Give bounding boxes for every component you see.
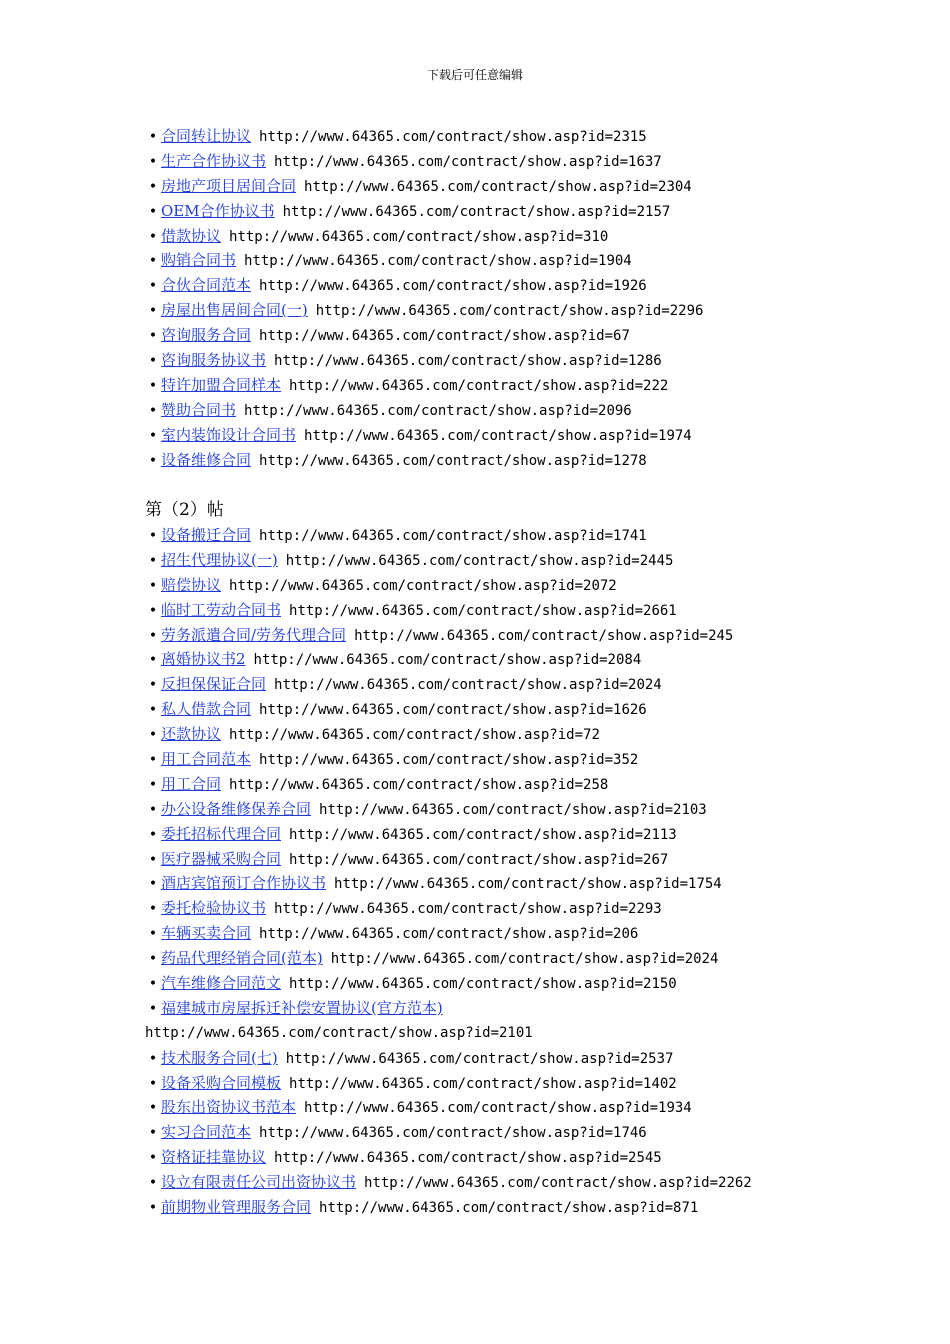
list-item — [145, 1195, 825, 1220]
bullet: • — [148, 702, 158, 719]
contract-link[interactable]: 股东出资协议书范本 — [161, 1098, 297, 1117]
list-item — [145, 149, 825, 174]
bullet: • — [148, 727, 158, 744]
bullet: • — [148, 602, 158, 619]
contract-link[interactable]: 前期物业管理服务合同 — [161, 1198, 312, 1217]
bullet: • — [148, 178, 158, 195]
list-item — [145, 174, 825, 199]
contract-link[interactable]: 咨询服务协议书 — [161, 351, 267, 370]
bullet: • — [148, 153, 158, 170]
bullet: • — [148, 253, 158, 270]
bullet: • — [148, 752, 158, 769]
list-item — [145, 1120, 825, 1145]
contract-url: http://www.64365.com/contract/show.asp?id=2096 — [244, 402, 632, 419]
contract-url: http://www.64365.com/contract/show.asp?id=245 — [354, 627, 734, 644]
contract-link[interactable]: 技术服务合同(七) — [161, 1048, 278, 1067]
bullet: • — [148, 627, 158, 644]
contract-url: http://www.64365.com/contract/show.asp?id=267 — [289, 851, 669, 868]
list-item — [145, 298, 825, 323]
section-title: 第（2）帖 — [145, 500, 224, 520]
list-item — [145, 598, 825, 623]
contract-link[interactable]: 资格证挂靠协议 — [161, 1148, 267, 1167]
contract-url: http://www.64365.com/contract/show.asp?id=1746 — [259, 1125, 647, 1142]
page-header: 下载后可任意编辑 — [426, 68, 523, 82]
contract-link[interactable]: 汽车维修合同范文 — [161, 974, 282, 993]
bullet: • — [148, 303, 158, 320]
contract-url: http://www.64365.com/contract/show.asp?id=1754 — [334, 876, 722, 893]
list-item — [145, 921, 825, 946]
contract-url: http://www.64365.com/contract/show.asp?id=72 — [229, 727, 600, 744]
list-item — [145, 747, 825, 772]
list-item — [145, 248, 825, 273]
contract-url: http://www.64365.com/contract/show.asp?id=2293 — [274, 901, 662, 918]
list-item — [145, 672, 825, 697]
contract-link[interactable]: 室内装饰设计合同书 — [161, 425, 297, 444]
contract-url: http://www.64365.com/contract/show.asp?id=1974 — [304, 427, 692, 444]
contract-list — [145, 1046, 825, 1220]
contract-url: http://www.64365.com/contract/show.asp?id=1626 — [259, 702, 647, 719]
contract-url: http://www.64365.com/contract/show.asp?id=67 — [259, 328, 630, 345]
contract-link[interactable]: 反担保保证合同 — [161, 675, 267, 694]
list-item — [145, 797, 825, 822]
contract-url: http://www.64365.com/contract/show.asp?id=258 — [229, 776, 609, 793]
contract-url: http://www.64365.com/contract/show.asp?id=2315 — [259, 129, 647, 145]
list-item — [145, 822, 825, 847]
list-item — [145, 548, 825, 573]
contract-url: http://www.64365.com/contract/show.asp?id=2113 — [289, 826, 677, 843]
bullet: • — [148, 951, 158, 968]
contract-link[interactable]: 房地产项目居间合同 — [161, 176, 297, 195]
contract-link[interactable]: 生产合作协议书 — [161, 151, 267, 170]
list-item — [145, 224, 825, 249]
contract-link[interactable]: 临时工劳动合同书 — [161, 600, 282, 619]
contract-link[interactable]: 设备采购合同模板 — [161, 1073, 282, 1092]
contract-url: http://www.64365.com/contract/show.asp?id=871 — [319, 1200, 699, 1217]
bullet: • — [148, 652, 158, 669]
contract-url: http://www.64365.com/contract/show.asp?id=310 — [229, 228, 609, 245]
contract-link[interactable]: 赔偿协议 — [161, 575, 222, 594]
list-item — [145, 971, 825, 996]
list-item — [145, 273, 825, 298]
contract-url: http://www.64365.com/contract/show.asp?id=1926 — [259, 278, 647, 295]
contract-list-section-1 — [145, 124, 825, 472]
contract-link[interactable]: 招生代理协议(一) — [161, 550, 278, 569]
list-item — [145, 946, 825, 971]
contract-url: http://www.64365.com/contract/show.asp?id=2296 — [315, 303, 704, 320]
list-item — [145, 373, 825, 398]
contract-link[interactable]: 药品代理经销合同(范本) — [161, 949, 323, 968]
bullet: • — [148, 801, 158, 818]
contract-link[interactable]: 设备维修合同 — [161, 450, 252, 469]
list-item — [145, 871, 825, 896]
bullet: • — [148, 1050, 158, 1067]
contract-link[interactable]: 还款协议 — [161, 725, 222, 744]
contract-link[interactable]: 委托检验协议书 — [161, 899, 267, 918]
contract-list-section-2 — [145, 497, 825, 1220]
contract-url: http://www.64365.com/contract/show.asp?id=2024 — [330, 951, 719, 968]
list-item — [145, 623, 825, 648]
bullet: • — [148, 228, 158, 245]
contract-url: http://www.64365.com/contract/show.asp?id=1904 — [244, 253, 632, 270]
contract-url: http://www.64365.com/contract/show.asp?id=1637 — [274, 153, 662, 170]
contract-link[interactable]: 办公设备维修保养合同 — [161, 799, 312, 818]
contract-link[interactable]: 离婚协议书2 — [161, 650, 246, 669]
contract-url: http://www.64365.com/contract/show.asp?id=1741 — [259, 528, 647, 544]
contract-link[interactable]: 委托招标代理合同 — [161, 824, 282, 843]
contract-link[interactable]: 私人借款合同 — [161, 700, 252, 719]
contract-url: http://www.64365.com/contract/show.asp?id=1278 — [259, 452, 647, 469]
contract-link[interactable]: 酒店宾馆预订合作协议书 — [161, 874, 327, 893]
bullet: • — [148, 278, 158, 295]
bullet: • — [148, 926, 158, 943]
contract-url: http://www.64365.com/contract/show.asp?id=222 — [289, 377, 669, 394]
contract-link[interactable]: 用工合同范本 — [161, 750, 252, 769]
list-item — [145, 448, 825, 473]
contract-link[interactable]: 房屋出售居间合同(一) — [161, 301, 308, 320]
bullet: • — [148, 826, 158, 843]
bullet: • — [148, 901, 158, 918]
contract-url: http://www.64365.com/contract/show.asp?id=2150 — [289, 976, 677, 993]
contract-link[interactable]: 福建城市房屋拆迁补偿安置协议(官方范本) — [161, 998, 443, 1017]
list-item — [145, 847, 825, 872]
contract-link[interactable]: 用工合同 — [161, 774, 222, 793]
contract-url: http://www.64365.com/contract/show.asp?id=2101 — [145, 1024, 533, 1041]
contract-link[interactable]: 购销合同书 — [161, 251, 237, 270]
contract-link[interactable]: OEM合作协议书 — [161, 201, 275, 220]
bullet: • — [148, 377, 158, 394]
list-item — [145, 199, 825, 224]
bullet: • — [148, 1200, 158, 1217]
contract-link[interactable]: 合同转让协议 — [161, 127, 252, 145]
list-item — [145, 398, 825, 423]
list-item — [145, 573, 825, 598]
bullet: • — [148, 552, 158, 569]
bullet: • — [148, 452, 158, 469]
contract-list — [145, 523, 825, 996]
contract-url: http://www.64365.com/contract/show.asp?id=206 — [259, 926, 639, 943]
contract-link[interactable]: 设备搬迁合同 — [161, 526, 252, 544]
contract-url: http://www.64365.com/contract/show.asp?id=2445 — [285, 552, 674, 569]
list-item — [145, 996, 825, 1021]
list-item — [145, 124, 825, 149]
bullet: • — [148, 776, 158, 793]
bullet: • — [148, 427, 158, 444]
list-item — [145, 1071, 825, 1096]
bullet: • — [148, 203, 158, 220]
contract-url: http://www.64365.com/contract/show.asp?id=2072 — [229, 577, 617, 594]
contract-link[interactable]: 劳务派遣合同/劳务代理合同 — [161, 625, 347, 644]
list-item — [145, 348, 825, 373]
bullet: • — [148, 677, 158, 694]
bullet: • — [148, 1125, 158, 1142]
contract-url: http://www.64365.com/contract/show.asp?id=2545 — [274, 1150, 662, 1167]
contract-link[interactable]: 赞助合同书 — [161, 400, 237, 419]
bullet: • — [148, 528, 158, 544]
contract-url: http://www.64365.com/contract/show.asp?id=2103 — [319, 801, 707, 818]
list-item — [145, 523, 825, 548]
contract-url: http://www.64365.com/contract/show.asp?id=2262 — [364, 1175, 752, 1192]
list-item — [145, 1046, 825, 1071]
list-item — [145, 323, 825, 348]
bullet: • — [148, 1150, 158, 1167]
contract-url: http://www.64365.com/contract/show.asp?id=1286 — [274, 353, 662, 370]
bullet: • — [148, 976, 158, 993]
list-item — [145, 423, 825, 448]
contract-link[interactable]: 设立有限责任公司出资协议书 — [161, 1173, 357, 1192]
bullet: • — [148, 1000, 158, 1017]
bullet: • — [148, 851, 158, 868]
bullet: • — [148, 1100, 158, 1117]
list-item — [145, 1170, 825, 1195]
contract-link[interactable]: 实习合同范本 — [161, 1123, 252, 1142]
contract-url: http://www.64365.com/contract/show.asp?id=2024 — [274, 677, 662, 694]
contract-url: http://www.64365.com/contract/show.asp?id=2084 — [253, 652, 642, 669]
list-item — [145, 1095, 825, 1120]
list-item — [145, 697, 825, 722]
list-item — [145, 647, 825, 672]
contract-url: http://www.64365.com/contract/show.asp?id=2537 — [285, 1050, 674, 1067]
bullet: • — [148, 129, 158, 145]
contract-url: http://www.64365.com/contract/show.asp?id=1402 — [289, 1075, 677, 1092]
contract-link[interactable]: 特许加盟合同样本 — [161, 375, 282, 394]
contract-link[interactable]: 合伙合同范本 — [161, 276, 252, 295]
contract-url: http://www.64365.com/contract/show.asp?id=2661 — [289, 602, 677, 619]
contract-link[interactable]: 车辆买卖合同 — [161, 924, 252, 943]
bullet: • — [148, 577, 158, 594]
bullet: • — [148, 1175, 158, 1192]
list-item — [145, 1145, 825, 1170]
list-item — [145, 896, 825, 921]
bullet: • — [148, 1075, 158, 1092]
bullet: • — [148, 328, 158, 345]
list-item — [145, 772, 825, 797]
contract-link[interactable]: 医疗器械采购合同 — [161, 849, 282, 868]
contract-link[interactable]: 借款协议 — [161, 226, 222, 245]
list-item-continuation — [145, 1021, 825, 1046]
bullet: • — [148, 353, 158, 370]
bullet: • — [148, 876, 158, 893]
contract-url: http://www.64365.com/contract/show.asp?id=1934 — [304, 1100, 692, 1117]
list-item — [145, 722, 825, 747]
contract-link[interactable]: 咨询服务合同 — [161, 326, 252, 345]
contract-url: http://www.64365.com/contract/show.asp?id=2157 — [282, 203, 671, 220]
contract-url: http://www.64365.com/contract/show.asp?id=352 — [259, 752, 639, 769]
bullet: • — [148, 402, 158, 419]
contract-url: http://www.64365.com/contract/show.asp?id=2304 — [304, 178, 692, 195]
